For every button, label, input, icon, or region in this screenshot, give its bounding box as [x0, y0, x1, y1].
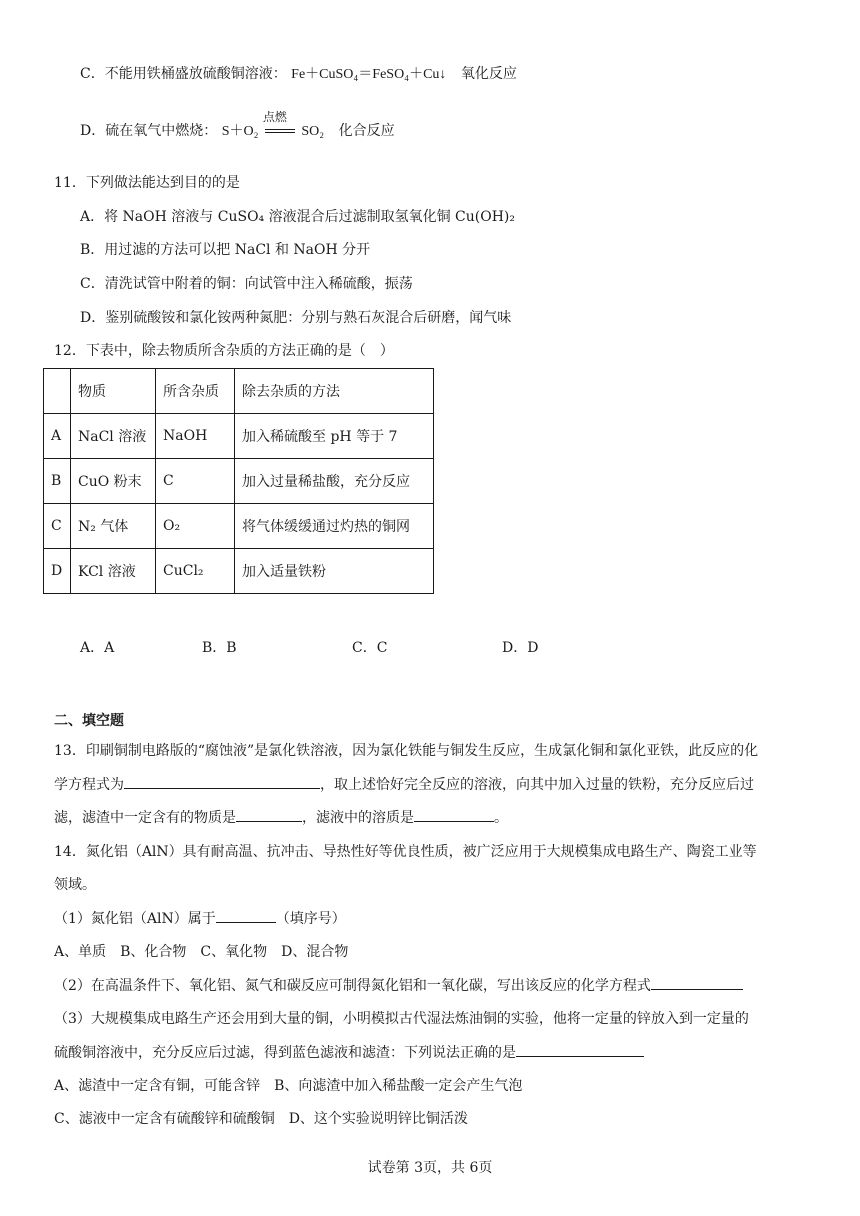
answer-blank[interactable]: [216, 908, 276, 923]
q10-d-right: SO₂: [301, 124, 325, 139]
table-cell: O₂: [156, 504, 235, 549]
q12-choice-a: A．A: [80, 640, 115, 656]
table-cell: CuO 粉末: [71, 459, 156, 504]
q14-part3-line1: （3）大规模集成电路生产还会用到大量的铜，小明模拟古代湿法炼油铜的实验，他将一定量的锌放入到一定量的: [54, 1011, 749, 1027]
q10-option-d: [80, 110, 395, 142]
q14-part3-option-cd: C、滤液中一定含有硫酸锌和硫酸铜 D、这个实验说明锌比铜活泼: [54, 1111, 468, 1127]
answer-blank[interactable]: [516, 1042, 644, 1057]
q14-part1-text: （填序号）: [275, 911, 346, 927]
page-footer: 试卷第 3页，共 6页: [367, 1160, 493, 1176]
q13-line3-text: 滤，滤渣中一定含有的物质是: [54, 810, 236, 826]
table-cell: C: [156, 459, 235, 504]
table-row: [44, 549, 434, 594]
table-row: [44, 459, 434, 504]
q12-choice-c: C．C: [352, 640, 388, 656]
q14-part2-text: （2）在高温条件下、氧化铝、氮气和碳反应可制得氮化铝和一氧化碳，写出该反应的化学方程式: [54, 978, 651, 994]
q10-d-left: S＋O₂: [221, 124, 259, 139]
answer-blank[interactable]: [124, 774, 320, 789]
q14-part3-line2: [54, 1042, 644, 1063]
q11-option-b: B．用过滤的方法可以把 NaCl 和 NaOH 分开: [80, 242, 371, 258]
q14-part3-option-ab: A、滤渣中一定含有铜，可能含锌 B、向滤渣中加入稀盐酸一定会产生气泡: [54, 1078, 523, 1094]
q10-d-type: 化合反应: [338, 123, 395, 139]
table-cell: 将气体缓缓通过灼热的铜网: [235, 504, 434, 549]
table-cell: 加入稀硫酸至 pH 等于 7: [235, 414, 434, 459]
table-cell: 加入适量铁粉: [235, 549, 434, 594]
q13-line3-text: 。: [494, 810, 508, 826]
table-cell: NaOH: [156, 414, 235, 459]
double-bar-icon: [265, 129, 295, 133]
q12-stem: 12．下表中，除去物质所含杂质的方法正确的是（ ）: [54, 343, 394, 359]
q13-line2-text: ，取上述恰好完全反应的溶液，向其中加入过量的铁粉，充分反应后过: [320, 777, 754, 793]
impurity-table: [43, 368, 434, 594]
q10-d-prefix: D．硫在氧气中燃烧：: [80, 123, 218, 139]
q11-option-d: D．鉴别硫酸铵和氯化铵两种氮肥：分别与熟石灰混合后研磨，闻气味: [80, 310, 512, 326]
table-cell: D: [44, 549, 71, 594]
answer-blank[interactable]: [414, 807, 494, 822]
answer-blank[interactable]: [236, 807, 302, 822]
q10-c-prefix: C．不能用铁桶盛放硫酸铜溶液：: [80, 66, 287, 82]
table-cell: C: [44, 504, 71, 549]
table-cell: B: [44, 459, 71, 504]
table-cell: CuCl₂: [156, 549, 235, 594]
q14-part1-options: A、单质 B、化合物 C、氧化物 D、混合物: [54, 944, 349, 960]
q13-line2-text: 学方程式为: [54, 777, 124, 793]
q14-part1: [54, 908, 346, 929]
q11-option-a: A．将 NaOH 溶液与 CuSO₄ 溶液混合后过滤制取氢氧化铜 Cu(OH)₂: [80, 209, 516, 225]
q10-option-c: [80, 64, 517, 85]
q12-choice-b: B．B: [202, 640, 237, 656]
q14-part3-text: 硫酸铜溶液中，充分反应后过滤，得到蓝色滤液和滤渣：下列说法正确的是: [54, 1045, 516, 1061]
q14-part1-text: （1）氮化铝（AlN）属于: [54, 911, 216, 927]
q12-choice-d: D．D: [502, 640, 539, 656]
q11-stem: 11．下列做法能达到目的的是: [54, 175, 240, 191]
q14-line2: 领域。: [54, 877, 96, 893]
reaction-condition-mark: [262, 110, 297, 141]
q14-line1: 14．氮化铝（AlN）具有耐高温、抗冲击、导热性好等优良性质，被广泛应用于大规模集成电路生产、陶瓷工业等: [54, 844, 757, 860]
table-header-row: [44, 369, 434, 414]
q10-d-condition: 点燃: [262, 110, 287, 124]
q13-line3-text: ，滤液中的溶质是: [302, 810, 414, 826]
section-title: 二、填空题: [54, 713, 124, 729]
table-cell: N₂ 气体: [71, 504, 156, 549]
table-header-cell: 除去杂质的方法: [235, 369, 434, 414]
q10-c-type: 氧化反应: [460, 66, 517, 82]
table-cell: NaCl 溶液: [71, 414, 156, 459]
table-header-cell: [44, 369, 71, 414]
q13-line3: [54, 807, 508, 828]
q13-line2: [54, 774, 754, 795]
table-row: [44, 504, 434, 549]
table-row: [44, 414, 434, 459]
table-cell: KCl 溶液: [71, 549, 156, 594]
table-cell: A: [44, 414, 71, 459]
table-header-cell: 物质: [71, 369, 156, 414]
q14-part2: [54, 975, 743, 996]
q10-c-equation: Fe＋CuSO₄＝FeSO₄＋Cu↓: [291, 67, 447, 82]
q11-option-c: C．清洗试管中附着的铜：向试管中注入稀硫酸，振荡: [80, 276, 413, 292]
answer-blank[interactable]: [651, 975, 743, 990]
table-cell: 加入过量稀盐酸，充分反应: [235, 459, 434, 504]
table-header-cell: 所含杂质: [156, 369, 235, 414]
q13-line1: 13．印刷铜制电路版的“腐蚀液”是氯化铁溶液，因为氯化铁能与铜发生反应，生成氯化铜和氯化亚铁，此反应的化: [54, 743, 759, 759]
